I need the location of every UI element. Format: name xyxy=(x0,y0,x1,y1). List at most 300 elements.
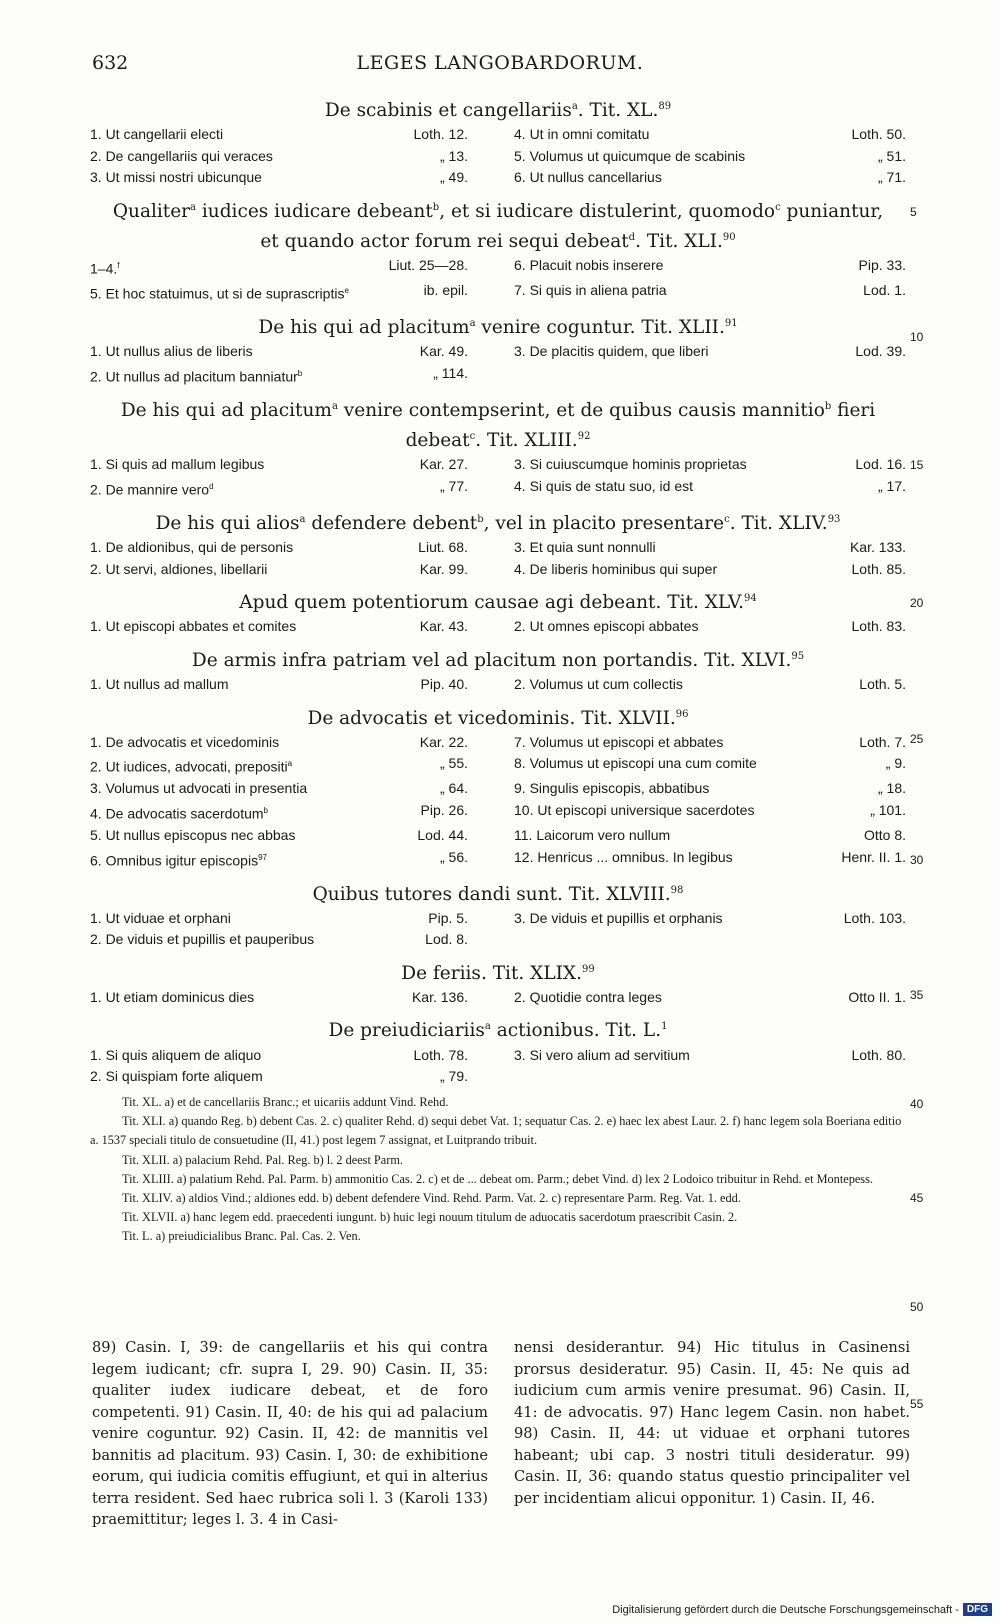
title-number: . Tit. XLIII. xyxy=(475,430,578,452)
variant-readings xyxy=(90,1093,910,1247)
heading-text: Qualiter xyxy=(112,200,191,222)
footnote-marker: b xyxy=(432,201,440,213)
chapter-entry xyxy=(90,929,498,951)
chapter-incipit: 1. De advocatis et vicedominis xyxy=(90,733,280,750)
chapter-entry xyxy=(90,363,498,388)
footnote-marker: d xyxy=(628,231,636,243)
chapter-entry xyxy=(90,1066,498,1088)
source-reference: Pip. 5. xyxy=(428,909,468,926)
section-heading xyxy=(90,878,906,908)
incipit-wrap xyxy=(90,674,229,696)
incipit-wrap xyxy=(514,732,723,754)
title-section xyxy=(90,644,906,696)
chapter-incipit: 9. Singulis episcopis, abbatibus xyxy=(514,780,710,797)
title-section xyxy=(90,957,906,1009)
title-section xyxy=(90,878,906,951)
chapter-entry xyxy=(90,987,498,1009)
chapter-incipit: 12. Henricus ... omnibus. In legibus xyxy=(514,848,733,865)
chapter-entry xyxy=(90,753,498,778)
source-reference: Henr. II. 1. xyxy=(841,848,906,865)
chapter-entry xyxy=(90,559,498,581)
margin-line-number: 5 xyxy=(910,205,917,219)
heading-text: , et si iudicare distulerint, quomodo xyxy=(439,200,776,222)
chapter-incipit: 1. Ut episcopi abbates et comites xyxy=(90,618,297,635)
chapter-entry xyxy=(498,363,906,388)
title-number: . Tit. XLVIII. xyxy=(557,883,671,905)
margin-line-number: 20 xyxy=(910,596,924,610)
chapter-entry xyxy=(498,732,906,754)
margin-line-number: 10 xyxy=(910,330,924,344)
chapter-list xyxy=(90,674,906,696)
source-reference: „ 114. xyxy=(433,364,468,381)
heading-text: Apud quem potentiorum causae agi debeant xyxy=(239,592,656,614)
chapter-entry xyxy=(498,847,906,872)
chapter-incipit: 4. De advocatis sacerdotum xyxy=(90,805,264,822)
variant-line: Tit. L. a) preiudicialibus Branc. Pal. Cas. 2. Ven. xyxy=(122,1229,361,1244)
chapter-incipit: 2. De mannire vero xyxy=(90,481,210,498)
heading-text: defendere debent xyxy=(305,513,478,535)
source-reference: Loth. 85. xyxy=(851,560,906,577)
chapter-entry xyxy=(90,674,498,696)
title-number: . Tit. XL. xyxy=(577,100,659,122)
source-reference: Kar. 133. xyxy=(849,539,906,556)
chapter-entry xyxy=(498,929,906,951)
incipit-wrap xyxy=(90,280,349,305)
variant-line: Tit. XLIII. a) palatium Rehd. Pal. Parm. b) ammonitio Cas. 2. c) et de ... debeat om. Parm.; debet Vind. d) lex 2 Lodoico tribuitur in Rehd. et Montepess. xyxy=(122,1171,873,1186)
digitization-footer xyxy=(612,1603,992,1616)
footnote-marker: a xyxy=(484,1021,491,1033)
title-number: . Tit. L. xyxy=(593,1020,662,1042)
footnote-marker: 93 xyxy=(827,514,841,526)
chapter-incipit: 1. De aldionibus, qui de personis xyxy=(90,539,294,556)
incipit-wrap xyxy=(514,454,747,476)
source-reference: Loth. 80. xyxy=(851,1046,906,1063)
source-reference: Loth. 50. xyxy=(851,126,906,143)
chapter-incipit: 2. De cangellariis qui veraces xyxy=(90,147,273,164)
chapter-incipit: 4. Ut in omni comitatu xyxy=(514,126,650,143)
incipit-wrap xyxy=(90,255,119,280)
margin-line-number: 35 xyxy=(910,988,924,1002)
chapter-incipit: 3. Ut missi nostri ubicunque xyxy=(90,169,262,186)
chapter-entry xyxy=(90,124,498,146)
source-reference: Liut. 68. xyxy=(418,539,468,556)
chapter-incipit: 10. Ut episcopi universique sacerdotes xyxy=(514,801,755,818)
chapter-incipit: 1. Ut viduae et orphani xyxy=(90,909,231,926)
chapter-incipit: 7. Si quis in aliena patria xyxy=(514,282,667,299)
chapter-list xyxy=(90,732,906,872)
chapter-incipit: 2. Quotidie contra leges xyxy=(514,988,662,1005)
source-reference: „ 49. xyxy=(439,169,468,186)
footnote-marker: b xyxy=(477,514,484,526)
chapter-entry xyxy=(498,1045,906,1067)
footnote-marker: 91 xyxy=(724,318,738,330)
source-reference: „ 79. xyxy=(439,1068,468,1085)
heading-text: De feriis xyxy=(401,962,481,984)
chapter-incipit: 2. De viduis et pupillis et pauperibus xyxy=(90,931,315,948)
heading-text: actionibus xyxy=(490,1020,594,1042)
source-reference: Loth. 5. xyxy=(859,676,906,693)
chapter-entry xyxy=(498,559,906,581)
heading-text: De his qui ad placitum xyxy=(258,317,470,339)
source-reference: „ 51. xyxy=(877,147,906,164)
incipit-wrap xyxy=(514,1045,690,1067)
chapter-entry xyxy=(90,280,498,305)
incipit-wrap xyxy=(90,800,268,825)
variant-line: Tit. XLIV. a) aldios Vind.; aldiones edd. b) debent defendere Vind. Rehd. Parm. Vat. 2. c) representare Parm. Reg. Vat. 1. edd. xyxy=(122,1191,741,1206)
section-heading xyxy=(90,94,906,124)
chapter-entry xyxy=(90,732,498,754)
footnote-marker: 94 xyxy=(743,593,757,605)
chapter-entry xyxy=(498,341,906,363)
title-section xyxy=(90,394,906,501)
incipit-wrap xyxy=(514,847,733,872)
chapter-incipit: 2. Ut servi, aldiones, libellarii xyxy=(90,560,268,577)
chapter-incipit: 4. Si quis de statu suo, id est xyxy=(514,477,693,494)
incipit-wrap xyxy=(514,800,754,825)
chapter-incipit: 5. Volumus ut quicumque de scabinis xyxy=(514,147,746,164)
chapter-incipit: 6. Omnibus igitur episcopis xyxy=(90,852,259,869)
section-heading xyxy=(90,311,906,341)
source-reference: Kar. 99. xyxy=(419,560,468,577)
incipit-wrap xyxy=(90,1066,263,1088)
footnote-marker: a xyxy=(571,101,578,112)
chapter-entry xyxy=(90,616,498,638)
source-reference: Loth. 83. xyxy=(851,618,906,635)
chapter-incipit: 1. Ut etiam dominicus dies xyxy=(90,988,255,1005)
footnote-marker: e xyxy=(344,286,349,296)
title-number: . Tit. XLVI. xyxy=(692,650,792,672)
heading-text: fieri debeat xyxy=(405,400,876,452)
source-reference: „ 13. xyxy=(439,147,468,164)
source-reference: Kar. 27. xyxy=(419,456,468,473)
title-number: . Tit. XLIV. xyxy=(729,513,828,535)
title-number: . Tit. XLV. xyxy=(655,592,744,614)
titles-list xyxy=(90,94,906,1094)
source-reference: „ 64. xyxy=(439,780,468,797)
chapter-entry xyxy=(498,124,906,146)
chapter-entry xyxy=(90,454,498,476)
incipit-wrap xyxy=(90,616,296,638)
chapter-list xyxy=(90,537,906,580)
chapter-incipit: 6. Ut nullus cancellarius xyxy=(514,169,662,186)
source-reference: Otto II. 1. xyxy=(848,988,906,1005)
footnotes-left: 89) Casin. I, 39: de cangellariis et his qui contra legem iudicant; cfr. supra I, 29. 90) Casin. II, 35: qualiter iudex iudicare debeat, et de foro competenti. 91) Casin. II, 40: de his qui ad palacium venire coguntur. 92) Casin. II, 42: de mannitis vel bannitis ad placitum. 93) Casin. I, 30: de exhibitione eorum, qui iudicia comitis effugiunt, et qui in alterius terra resident. Sed haec rubrica soli l. 3 (Karoli 133) praemittitur; leges l. 3. 4 in Casi- xyxy=(92,1339,488,1528)
chapter-incipit: 2. Volumus ut cum collectis xyxy=(514,676,683,693)
chapter-entry xyxy=(498,146,906,168)
source-reference: Kar. 49. xyxy=(419,343,468,360)
chapter-entry xyxy=(90,167,498,189)
footnotes-right: nensi desiderantur. 94) Hic titulus in Casinensi prorsus desideratur. 95) Casin. II, 45: Ne quis ad iudicium cum armis venire presumat. 96) Casin. II, 41: de advocatis. 97) Hanc legem Casin. non habet. 98) Casin. II, 44: ut viduae et orphani tutores habeant; ubi cap. 3 nostri tituli desideratur. 99) Casin. II, 36: quando status questio principaliter vel per incidentiam alicui opponitur. 1) Casin. II, 46. xyxy=(514,1339,910,1507)
chapter-incipit: 7. Volumus ut episcopi et abbates xyxy=(514,733,724,750)
source-reference: „ 101. xyxy=(870,801,906,818)
chapter-list xyxy=(90,908,906,951)
footnote-marker: d xyxy=(209,481,214,491)
chapter-list xyxy=(90,255,906,305)
margin-line-number: 55 xyxy=(910,1397,924,1411)
heading-text: De preiudiciariis xyxy=(328,1020,485,1042)
chapter-entry xyxy=(498,987,906,1009)
incipit-wrap xyxy=(90,1045,261,1067)
page-number: 632 xyxy=(92,52,129,74)
incipit-wrap xyxy=(514,616,698,638)
title-section xyxy=(90,195,906,306)
incipit-wrap xyxy=(90,454,264,476)
footnote-marker: b xyxy=(297,368,303,378)
incipit-wrap xyxy=(90,363,302,388)
incipit-wrap xyxy=(514,674,683,696)
heading-text: venire contempserint, et de quibus causis mannitio xyxy=(337,400,825,422)
chapter-incipit: 5. Et hoc statuimus, ut si de suprascriptis xyxy=(90,285,345,302)
chapter-incipit: 3. Si cuiuscumque hominis proprietas xyxy=(514,456,747,473)
section-heading xyxy=(90,957,906,987)
chapter-entry xyxy=(90,847,498,872)
chapter-incipit: 11. Laicorum vero nullum xyxy=(514,827,671,843)
footnote-marker: 95 xyxy=(791,650,805,662)
source-reference: Lod. 16. xyxy=(855,456,906,473)
margin-line-number: 15 xyxy=(910,458,924,472)
incipit-wrap xyxy=(514,146,745,168)
chapter-incipit: 1. Si quis ad mallum legibus xyxy=(90,456,265,473)
section-heading xyxy=(90,702,906,732)
chapter-entry xyxy=(498,1066,906,1088)
chapter-entry xyxy=(90,341,498,363)
title-section xyxy=(90,586,906,638)
footnote-marker: a xyxy=(331,401,338,413)
incipit-wrap xyxy=(514,825,670,847)
title-section xyxy=(90,94,906,189)
incipit-wrap xyxy=(514,280,667,305)
incipit-wrap xyxy=(514,167,662,189)
chapter-list xyxy=(90,124,906,189)
title-number: . Tit. XLII. xyxy=(629,317,725,339)
source-reference: Loth. 103. xyxy=(843,909,906,926)
incipit-wrap xyxy=(90,341,253,363)
source-reference: Lod. 44. xyxy=(417,827,468,843)
source-reference: „ 17. xyxy=(877,477,906,494)
section-heading xyxy=(90,394,906,454)
footnote-marker: 90 xyxy=(722,231,736,243)
chapter-incipit: 3. Si vero alium ad servitium xyxy=(514,1046,690,1063)
chapter-incipit: 6. Placuit nobis inserere xyxy=(514,256,664,273)
source-reference: „ 9. xyxy=(885,755,906,772)
source-reference: „ 56. xyxy=(439,848,468,865)
incipit-wrap xyxy=(514,124,649,146)
footnote-marker: c xyxy=(469,431,476,443)
source-reference: Otto 8. xyxy=(863,827,906,843)
heading-text: De his qui ad placitum xyxy=(120,400,332,422)
source-reference: Liut. 25—28. xyxy=(388,256,468,273)
section-heading xyxy=(90,644,906,674)
incipit-wrap xyxy=(514,753,757,778)
chapter-entry xyxy=(90,146,498,168)
chapter-incipit: 2. Ut nullus ad placitum banniatur xyxy=(90,368,298,385)
chapter-entry xyxy=(498,255,906,280)
source-reference: Kar. 22. xyxy=(419,733,468,750)
title-section xyxy=(90,311,906,388)
incipit-wrap xyxy=(90,732,279,754)
title-section xyxy=(90,507,906,580)
footnotes xyxy=(92,1337,910,1531)
source-reference: Pip. 26. xyxy=(420,801,468,818)
chapter-entry xyxy=(498,674,906,696)
source-reference: Lod. 1. xyxy=(863,282,906,299)
margin-line-number: 30 xyxy=(910,853,924,867)
chapter-incipit: 2. Ut omnes episcopi abbates xyxy=(514,618,699,635)
heading-text: , vel in placito presentare xyxy=(483,513,725,535)
chapter-incipit: 8. Volumus ut episcopi una cum comite xyxy=(514,755,757,772)
footnote-marker: b xyxy=(263,805,268,815)
footnote-marker: 89 xyxy=(658,101,672,112)
chapter-entry xyxy=(498,537,906,559)
incipit-wrap xyxy=(90,825,295,847)
chapter-entry xyxy=(90,825,498,847)
margin-line-number: 40 xyxy=(910,1097,924,1111)
source-reference: Kar. 43. xyxy=(419,618,468,635)
title-number: . Tit. XLVII. xyxy=(569,707,676,729)
heading-text: venire coguntur xyxy=(475,317,630,339)
source-reference: Loth. 7. xyxy=(859,733,906,750)
chapter-list xyxy=(90,341,906,388)
chapter-entry xyxy=(90,255,498,280)
incipit-wrap xyxy=(514,341,709,363)
chapter-entry xyxy=(498,476,906,501)
source-reference: „ 77. xyxy=(439,477,468,494)
title-number: . Tit. XLIX. xyxy=(480,962,582,984)
incipit-wrap xyxy=(514,476,693,501)
source-reference: Kar. 136. xyxy=(411,988,468,1005)
footnote-marker: 92 xyxy=(577,431,591,443)
chapter-entry xyxy=(90,800,498,825)
chapter-incipit: 1. Si quis aliquem de aliquo xyxy=(90,1046,262,1063)
source-reference: „ 18. xyxy=(877,780,906,797)
title-number: . Tit. XLI. xyxy=(635,230,723,252)
chapter-entry xyxy=(498,908,906,930)
chapter-incipit: 1. Ut cangellarii electi xyxy=(90,126,224,143)
running-head xyxy=(92,52,908,82)
chapter-entry xyxy=(90,778,498,800)
chapter-entry xyxy=(498,167,906,189)
variant-line: Tit. XLII. a) palacium Rehd. Pal. Reg. b) l. 2 deest Parm. xyxy=(122,1152,403,1167)
source-reference: Pip. 33. xyxy=(858,256,906,273)
source-reference: Pip. 40. xyxy=(420,676,468,693)
heading-text: puniantur, et quando actor forum rei sequi debeat xyxy=(260,200,884,252)
chapter-entry xyxy=(498,800,906,825)
footnote-marker: c xyxy=(775,201,781,213)
chapter-entry xyxy=(90,537,498,559)
heading-text: De his qui alios xyxy=(155,513,300,535)
source-reference: Loth. 78. xyxy=(413,1046,468,1063)
footnote-marker: 1 xyxy=(661,1021,668,1033)
title-section xyxy=(90,1014,906,1087)
source-reference: „ 55. xyxy=(439,755,468,772)
heading-text: De armis infra patriam vel ad placitum non portandis xyxy=(191,650,693,672)
chapter-list xyxy=(90,454,906,501)
incipit-wrap xyxy=(90,778,307,800)
heading-text: De advocatis et vicedominis xyxy=(307,707,570,729)
chapter-entry xyxy=(90,908,498,930)
chapter-entry xyxy=(90,1045,498,1067)
footnote-marker: 99 xyxy=(581,963,595,975)
footnote-marker: 97 xyxy=(258,852,267,862)
incipit-wrap xyxy=(514,908,723,930)
heading-text: De scabinis et cangellariis xyxy=(324,100,572,122)
footnote-marker: c xyxy=(724,514,730,526)
source-reference: Lod. 8. xyxy=(425,931,468,948)
footer-text: Digitalisierung gefördert durch die Deutsche Forschungsgemeinschaft - xyxy=(612,1603,959,1616)
incipit-wrap xyxy=(90,908,231,930)
incipit-wrap xyxy=(90,559,267,581)
chapter-list xyxy=(90,987,906,1009)
incipit-wrap xyxy=(90,167,262,189)
footnote-marker: f xyxy=(117,260,120,270)
incipit-wrap xyxy=(90,124,223,146)
chapter-incipit: 4. De liberis hominibus qui super xyxy=(514,560,718,577)
chapter-entry xyxy=(90,476,498,501)
footnote-marker: a xyxy=(287,759,293,769)
chapter-list xyxy=(90,616,906,638)
footnote-marker: a xyxy=(299,514,306,526)
section-heading xyxy=(90,1014,906,1044)
heading-text: Quibus tutores dandi sunt xyxy=(312,883,558,905)
source-reference: „ 71. xyxy=(877,169,906,186)
chapter-incipit: 3. De viduis et pupillis et orphanis xyxy=(514,909,723,926)
chapter-entry xyxy=(498,753,906,778)
incipit-wrap xyxy=(514,537,656,559)
footnote-marker: 96 xyxy=(675,708,689,720)
source-reference: ib. epil. xyxy=(423,282,468,299)
chapter-list xyxy=(90,1045,906,1088)
chapter-incipit: 5. Ut nullus episcopus nec abbas xyxy=(90,827,296,843)
margin-line-number: 45 xyxy=(910,1191,924,1205)
heading-text: iudices iudicare debeant xyxy=(196,200,433,222)
section-heading xyxy=(90,586,906,616)
chapter-incipit: 1. Ut nullus ad mallum xyxy=(90,676,229,693)
incipit-wrap xyxy=(90,753,292,778)
chapter-incipit: 2. Ut iudices, advocati, prepositi xyxy=(90,758,288,775)
incipit-wrap xyxy=(514,778,709,800)
margin-line-number: 50 xyxy=(910,1300,924,1314)
chapter-entry xyxy=(498,454,906,476)
chapter-incipit: 3. De placitis quidem, que liberi xyxy=(514,343,709,360)
footnote-marker: a xyxy=(190,201,196,213)
incipit-wrap xyxy=(90,929,314,951)
footnote-marker: b xyxy=(824,401,832,413)
chapter-entry xyxy=(498,778,906,800)
chapter-entry xyxy=(498,616,906,638)
chapter-entry xyxy=(498,280,906,305)
incipit-wrap xyxy=(90,987,254,1009)
incipit-wrap xyxy=(514,559,717,581)
footnote-marker: 98 xyxy=(670,884,684,896)
incipit-wrap xyxy=(514,255,663,280)
title-section xyxy=(90,702,906,872)
incipit-wrap xyxy=(90,146,273,168)
section-heading xyxy=(90,507,906,537)
section-heading xyxy=(90,195,906,255)
source-reference: Loth. 12. xyxy=(413,126,468,143)
chapter-incipit: 3. Et quia sunt nonnulli xyxy=(514,539,656,556)
source-reference: Lod. 39. xyxy=(855,343,906,360)
margin-line-number: 25 xyxy=(910,732,924,746)
variant-line: Tit. XLVII. a) hanc legem edd. praecedenti iungunt. b) huic legi nouum titulum de aduocatis sacerdotum praescribit Casin. 2. xyxy=(122,1210,738,1225)
incipit-wrap xyxy=(90,537,293,559)
footnote-marker: a xyxy=(469,318,476,330)
chapter-incipit: 1. Ut nullus alius de liberis xyxy=(90,343,253,360)
variant-line: Tit. XL. a) et de cancellariis Branc.; et uicariis addunt Vind. Rehd. xyxy=(122,1095,449,1109)
chapter-incipit: 3. Volumus ut advocati in presentia xyxy=(90,780,308,797)
incipit-wrap xyxy=(90,847,267,872)
incipit-wrap xyxy=(90,476,214,501)
